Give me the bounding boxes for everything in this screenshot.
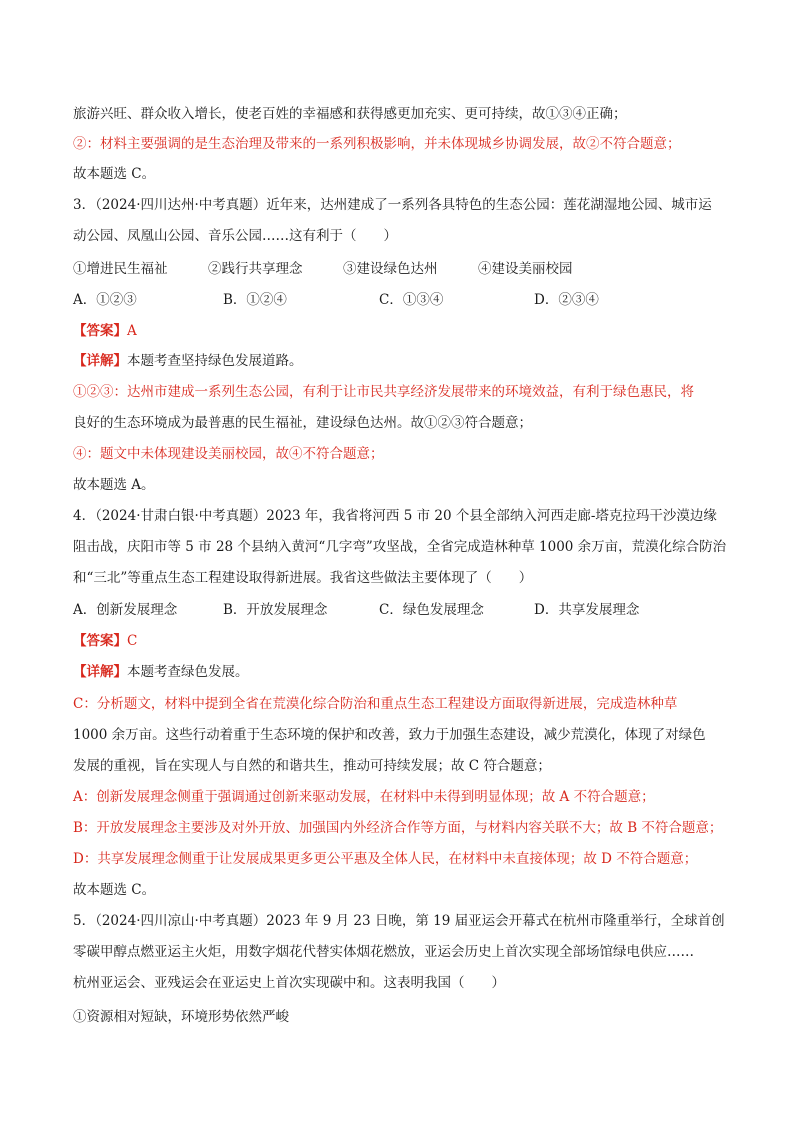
explanation-line: D：共享发展理念侧重于让发展成果更多更公平惠及全体人民，在材料中未直接体现；故 D 不符合题意；	[73, 851, 698, 867]
question-4-stem-cont: 和“三北”等重点生态工程建设取得新进展。我省这些做法主要体现了（ ）	[73, 570, 533, 586]
question-4-options	[73, 600, 733, 620]
option-a: A．①②③	[73, 292, 137, 308]
question-5-stem-cont: 零碳甲醇点燃亚运主火炬，用数字烟花代替实体烟花燃放，亚运会历史上首次实现全部场馆绿电供应……	[73, 944, 694, 960]
option-b: B．开放发展理念	[223, 602, 328, 618]
option-d: D．共享发展理念	[534, 602, 640, 618]
question-4-stem-cont: 阻击战，庆阳市等 5 市 28 个县纳入黄河“几字弯”攻坚战，全省完成造林种草 1000 余万亩，荒漠化综合防治	[73, 539, 727, 555]
answer-label: 【答案】	[73, 633, 127, 649]
conclusion-line: 故本题选 C。	[73, 166, 156, 182]
option-c: C．①③④	[379, 292, 444, 308]
question-5-stem-cont: 杭州亚运会、亚残运会在亚运史上首次实现碳中和。这表明我国（ ）	[73, 975, 505, 991]
detail-label: 【详解】	[73, 353, 127, 369]
answer-label: 【答案】	[73, 323, 127, 339]
detail-label: 【详解】	[73, 664, 127, 680]
option-c: C．绿色发展理念	[379, 602, 484, 618]
option-a: A．创新发展理念	[73, 602, 178, 618]
explanation-line-cont: 发展的重视，旨在实现人与自然的和谐共生，推动可持续发展；故 C 符合题意；	[73, 758, 551, 774]
conclusion-line: 故本题选 A。	[73, 477, 155, 493]
question-3-items: ①增进民生福祉 ②践行共享理念 ③建设绿色达州 ④建设美丽校园	[73, 261, 573, 277]
explanation-line: C：分析题文，材料中提到全省在荒漠化综合防治和重点生态工程建设方面取得新进展，完成造林种草	[73, 696, 678, 712]
question-5-item: ①资源相对短缺，环境形势依然严峻	[73, 1009, 289, 1025]
option-b: B．①②④	[223, 292, 287, 308]
explanation-line: B：开放发展理念主要涉及对外开放、加强国内外经济合作等方面，与材料内容关联不大；故 B 不符合题意；	[73, 820, 723, 836]
question-5-stem: 5．（2024·四川凉山·中考真题）2023 年 9 月 23 日晚，第 19 届亚运会开幕式在杭州市隆重举行，全球首创	[73, 913, 725, 929]
text-line: 旅游兴旺、群众收入增长，使老百姓的幸福感和获得感更加充实、更可持续，故①③④正确；	[73, 106, 627, 122]
answer-value: C	[127, 633, 138, 649]
answer-line	[73, 321, 733, 341]
explanation-line: ④：题文中未体现建设美丽校园，故④不符合题意；	[73, 446, 384, 462]
answer-line	[73, 631, 733, 651]
question-3-stem-cont: 动公园、凤凰山公园、音乐公园……这有利于（ ）	[73, 228, 397, 244]
question-4-stem: 4．（2024·甘肃白银·中考真题）2023 年，我省将河西 5 市 20 个县全部纳入河西走廊-塔克拉玛干沙漠边缘	[73, 508, 717, 524]
detail-line	[73, 351, 733, 371]
question-3-stem: 3．（2024·四川达州·中考真题）近年来，达州建成了一系列各具特色的生态公园：莲花湖湿地公园、城市运	[73, 197, 712, 213]
answer-value: A	[127, 323, 137, 339]
explanation-line-cont: 1000 余万亩。这些行动着重于生态环境的保护和改善，致力于加强生态建设，减少荒漠化，体现了对绿色	[73, 727, 706, 743]
explanation-line-cont: 良好的生态环境成为最普惠的民生福祉，建设绿色达州。故①②③符合题意；	[73, 415, 532, 431]
question-3-options	[73, 290, 733, 310]
detail-text: 本题考查坚持绿色发展道路。	[127, 353, 303, 369]
option-d: D．②③④	[534, 292, 599, 308]
explanation-line: ②：材料主要强调的是生态治理及带来的一系列积极影响，并未体现城乡协调发展，故②不符合题意；	[73, 136, 681, 152]
detail-text: 本题考查绿色发展。	[127, 664, 249, 680]
conclusion-line: 故本题选 C。	[73, 882, 156, 898]
explanation-line: A：创新发展理念侧重于强调通过创新来驱动发展，在材料中未得到明显体现；故 A 不符合题意；	[73, 789, 655, 805]
explanation-line: ①②③：达州市建成一系列生态公园，有利于让市民共享经济发展带来的环境效益，有利于绿色惠民，将	[73, 384, 694, 400]
detail-line	[73, 662, 733, 682]
